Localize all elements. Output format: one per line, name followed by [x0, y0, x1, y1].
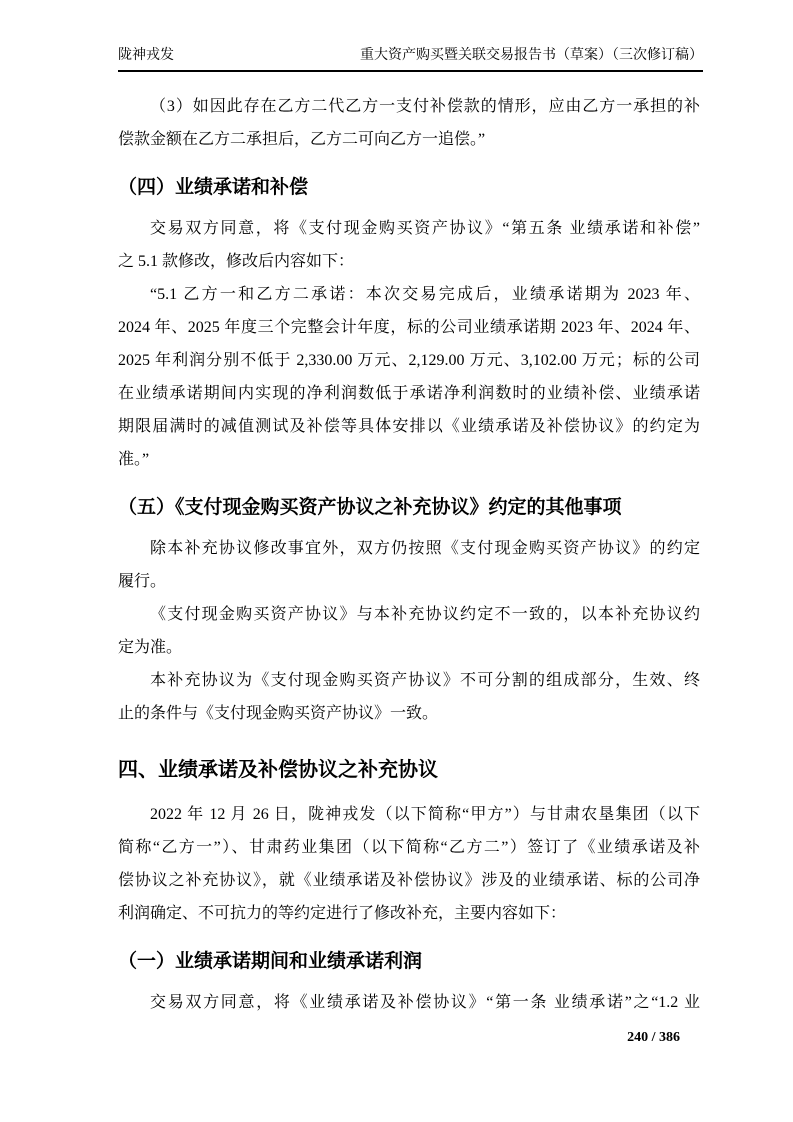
text-line: 交易双方同意，将《支付现金购买资产协议》“第五条 业绩承诺和补偿”: [150, 220, 700, 237]
text-line: 2025 年利润分别不低于 2,330.00 万元、2,129.00 万元、3,102.00 万元；标的公司: [118, 352, 700, 369]
text-line: 2024 年、2025 年度三个完整会计年度，标的公司业绩承诺期 2023 年、2024 年、: [118, 319, 700, 336]
text-line: 本补充协议为《支付现金购买资产协议》不可分割的组成部分，生效、终: [150, 672, 700, 689]
text-line: 除本补充协议修改事宜外，双方仍按照《支付现金购买资产协议》的约定: [150, 540, 700, 557]
paragraph: [118, 598, 700, 664]
paragraph: [118, 212, 700, 278]
text-line: 利润确定、不可抗力的等约定进行了修改补充，主要内容如下：: [118, 905, 567, 922]
text-line: 履行。: [118, 573, 167, 590]
text-line: “5.1 乙方一和乙方二承诺：本次交易完成后，业绩承诺期为 2023 年、: [150, 286, 700, 303]
text-line: 之 5.1 款修改，修改后内容如下：: [118, 253, 355, 270]
document-body: [118, 90, 700, 1019]
text-line: 偿协议之补充协议》，就《业绩承诺及补偿协议》涉及的业绩承诺、标的公司净: [118, 872, 700, 889]
section-heading: （五）《支付现金购买资产协议之补充协议》约定的其他事项: [118, 497, 622, 518]
paragraph: [118, 798, 700, 930]
paragraph: [118, 278, 700, 476]
text-line: 交易双方同意，将《业绩承诺及补偿协议》“第一条 业绩承诺”之“1.2 业: [150, 994, 700, 1011]
paragraph: [118, 986, 700, 1019]
text-line: 《支付现金购买资产协议》与本补充协议约定不一致的，以本补充协议约: [150, 606, 700, 623]
header-company-name: 陇神戎发: [118, 48, 174, 63]
section-heading: （一）业绩承诺期间和业绩承诺利润: [118, 951, 423, 972]
page-header: [118, 46, 703, 72]
text-line: 在业绩承诺期间内实现的净利润数低于承诺净利润数时的业绩补偿、业绩承诺: [118, 385, 700, 402]
text-line: 定为准。: [118, 639, 183, 656]
paragraph: [118, 664, 700, 730]
text-line: 偿款金额在乙方二承担后，乙方二可向乙方一追偿。”: [118, 131, 486, 148]
section-heading: （四）业绩承诺和补偿: [118, 177, 309, 198]
text-line: 期限届满时的减值测试及补偿等具体安排以《业绩承诺及补偿协议》的约定为: [118, 418, 700, 435]
header-report-title: 重大资产购买暨关联交易报告书（草案）（三次修订稿）: [360, 48, 703, 63]
text-line: 准。”: [118, 451, 150, 468]
text-line: 止的条件与《支付现金购买资产协议》一致。: [118, 705, 439, 722]
section-heading: 四、业绩承诺及补偿协议之补充协议: [118, 759, 438, 781]
paragraph: [118, 532, 700, 598]
text-line: 简称“乙方一”）、甘肃药业集团（以下简称“乙方二”）签订了《业绩承诺及补: [118, 839, 700, 856]
text-line: （3）如因此存在乙方二代乙方一支付补偿款的情形，应由乙方一承担的补: [150, 98, 700, 115]
text-line: 2022 年 12 月 26 日，陇神戎发（以下简称“甲方”）与甘肃农垦集团（以下: [150, 806, 700, 823]
page-number: 240 / 386: [627, 1030, 680, 1045]
paragraph: [118, 90, 700, 156]
